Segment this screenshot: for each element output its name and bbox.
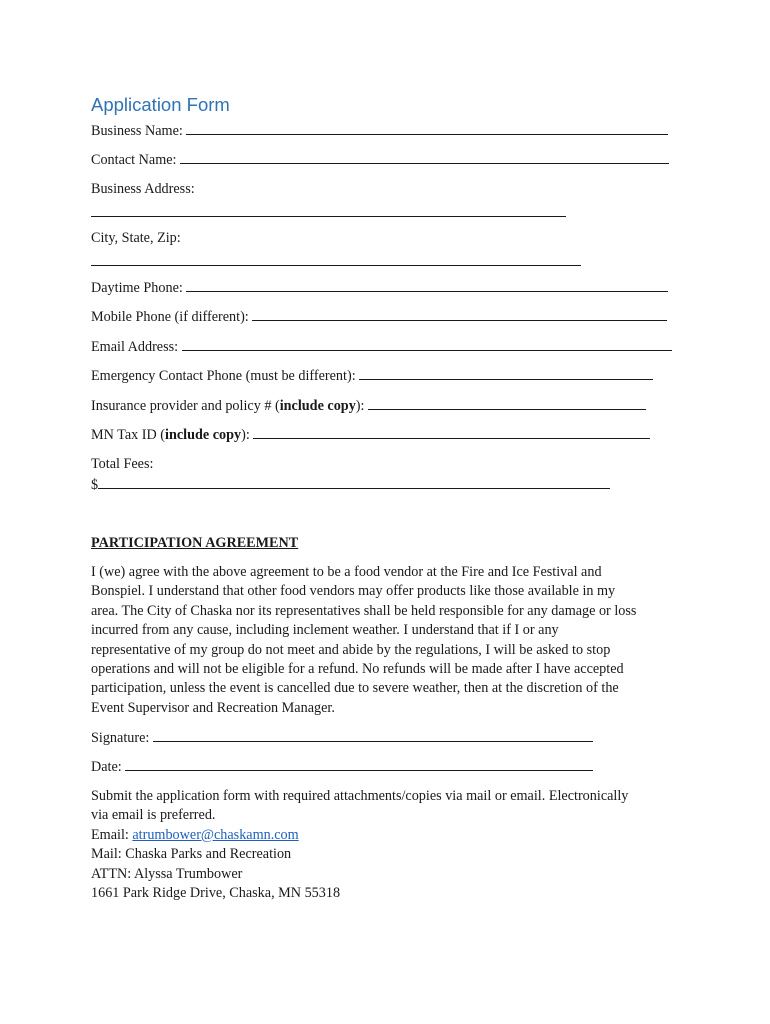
emergency-phone-field[interactable] xyxy=(359,366,653,380)
contact-name-row xyxy=(91,150,669,169)
total-fees-label: Total Fees: xyxy=(91,456,154,472)
agreement-line: representative of my group do not meet and abide by the regulations, I will be asked to stop xyxy=(91,641,611,658)
insurance-label-suffix: ): xyxy=(355,398,365,414)
agreement-line: I (we) agree with the above agreement to be a food vendor at the Fire and Ice Festival and xyxy=(91,564,602,580)
business-address-field[interactable] xyxy=(91,215,566,217)
signature-field[interactable] xyxy=(153,728,593,742)
total-fees-field[interactable] xyxy=(98,475,610,489)
city-state-zip-label: City, State, Zip: xyxy=(91,230,181,246)
agreement-paragraph xyxy=(91,563,681,718)
email-address-row xyxy=(91,337,672,356)
email-contact-line xyxy=(91,826,681,845)
submit-line: Submit the application form with required attachments/copies via mail or email. Electronically xyxy=(91,788,629,804)
currency-symbol: $ xyxy=(91,477,99,493)
date-field[interactable] xyxy=(125,757,593,771)
mobile-phone-label: Mobile Phone (if different): xyxy=(91,309,249,325)
contact-name-field[interactable] xyxy=(180,150,669,164)
tax-id-label-bold: include copy xyxy=(165,427,242,443)
email-address-label: Email Address: xyxy=(91,339,179,355)
submit-instructions xyxy=(91,787,681,903)
daytime-phone-label: Daytime Phone: xyxy=(91,280,183,296)
emergency-phone-row xyxy=(91,366,653,385)
agreement-line: incurred from any cause, including inclement weather. I understand that if I or any xyxy=(91,622,559,639)
date-row xyxy=(91,757,593,776)
insurance-label-prefix: Insurance provider and policy # ( xyxy=(91,398,280,414)
daytime-phone-row xyxy=(91,278,668,297)
total-fees-row xyxy=(91,475,610,494)
page-title: Application Form xyxy=(91,94,230,115)
email-link[interactable]: atrumbower@chaskamn.com xyxy=(132,826,299,843)
tax-id-label-prefix: MN Tax ID ( xyxy=(91,427,166,443)
agreement-line: area. The City of Chaska nor its representatives shall be held responsible for any damage or loss xyxy=(91,602,637,619)
tax-id-row xyxy=(91,425,650,444)
contact-name-label: Contact Name: xyxy=(91,152,177,168)
tax-id-field[interactable] xyxy=(253,425,650,439)
email-contact-label: Email: xyxy=(91,826,133,843)
insurance-field[interactable] xyxy=(368,396,646,410)
email-address-field[interactable] xyxy=(182,337,672,351)
business-address-label: Business Address: xyxy=(91,181,195,197)
agreement-line: participation, unless the event is cancelled due to severe weather, then at the discretion of the xyxy=(91,680,619,697)
business-name-label: Business Name: xyxy=(91,123,183,139)
agreement-line: Event Supervisor and Recreation Manager. xyxy=(91,699,335,716)
agreement-line: operations and will not be eligible for a refund. No refunds will be made after I have accepted xyxy=(91,661,624,678)
signature-label: Signature: xyxy=(91,730,150,746)
date-label: Date: xyxy=(91,759,122,775)
address-line: 1661 Park Ridge Drive, Chaska, MN 55318 xyxy=(91,885,341,902)
business-name-row xyxy=(91,121,668,140)
agreement-heading: PARTICIPATION AGREEMENT xyxy=(91,535,299,551)
agreement-line: Bonspiel. I understand that other food vendors may offer products like those available in my xyxy=(91,583,616,600)
submit-line: via email is preferred. xyxy=(91,807,216,824)
mobile-phone-field[interactable] xyxy=(252,307,667,321)
signature-row xyxy=(91,728,593,747)
tax-id-label-suffix: ): xyxy=(241,427,250,443)
insurance-row xyxy=(91,396,646,415)
attn-line: ATTN: Alyssa Trumbower xyxy=(91,865,243,882)
insurance-label-bold: include copy xyxy=(279,398,356,414)
daytime-phone-field[interactable] xyxy=(186,278,668,292)
city-state-zip-field[interactable] xyxy=(91,264,581,266)
mail-line: Mail: Chaska Parks and Recreation xyxy=(91,846,292,863)
business-name-field[interactable] xyxy=(186,121,668,135)
emergency-phone-label: Emergency Contact Phone (must be different): xyxy=(91,368,356,384)
mobile-phone-row xyxy=(91,307,667,326)
